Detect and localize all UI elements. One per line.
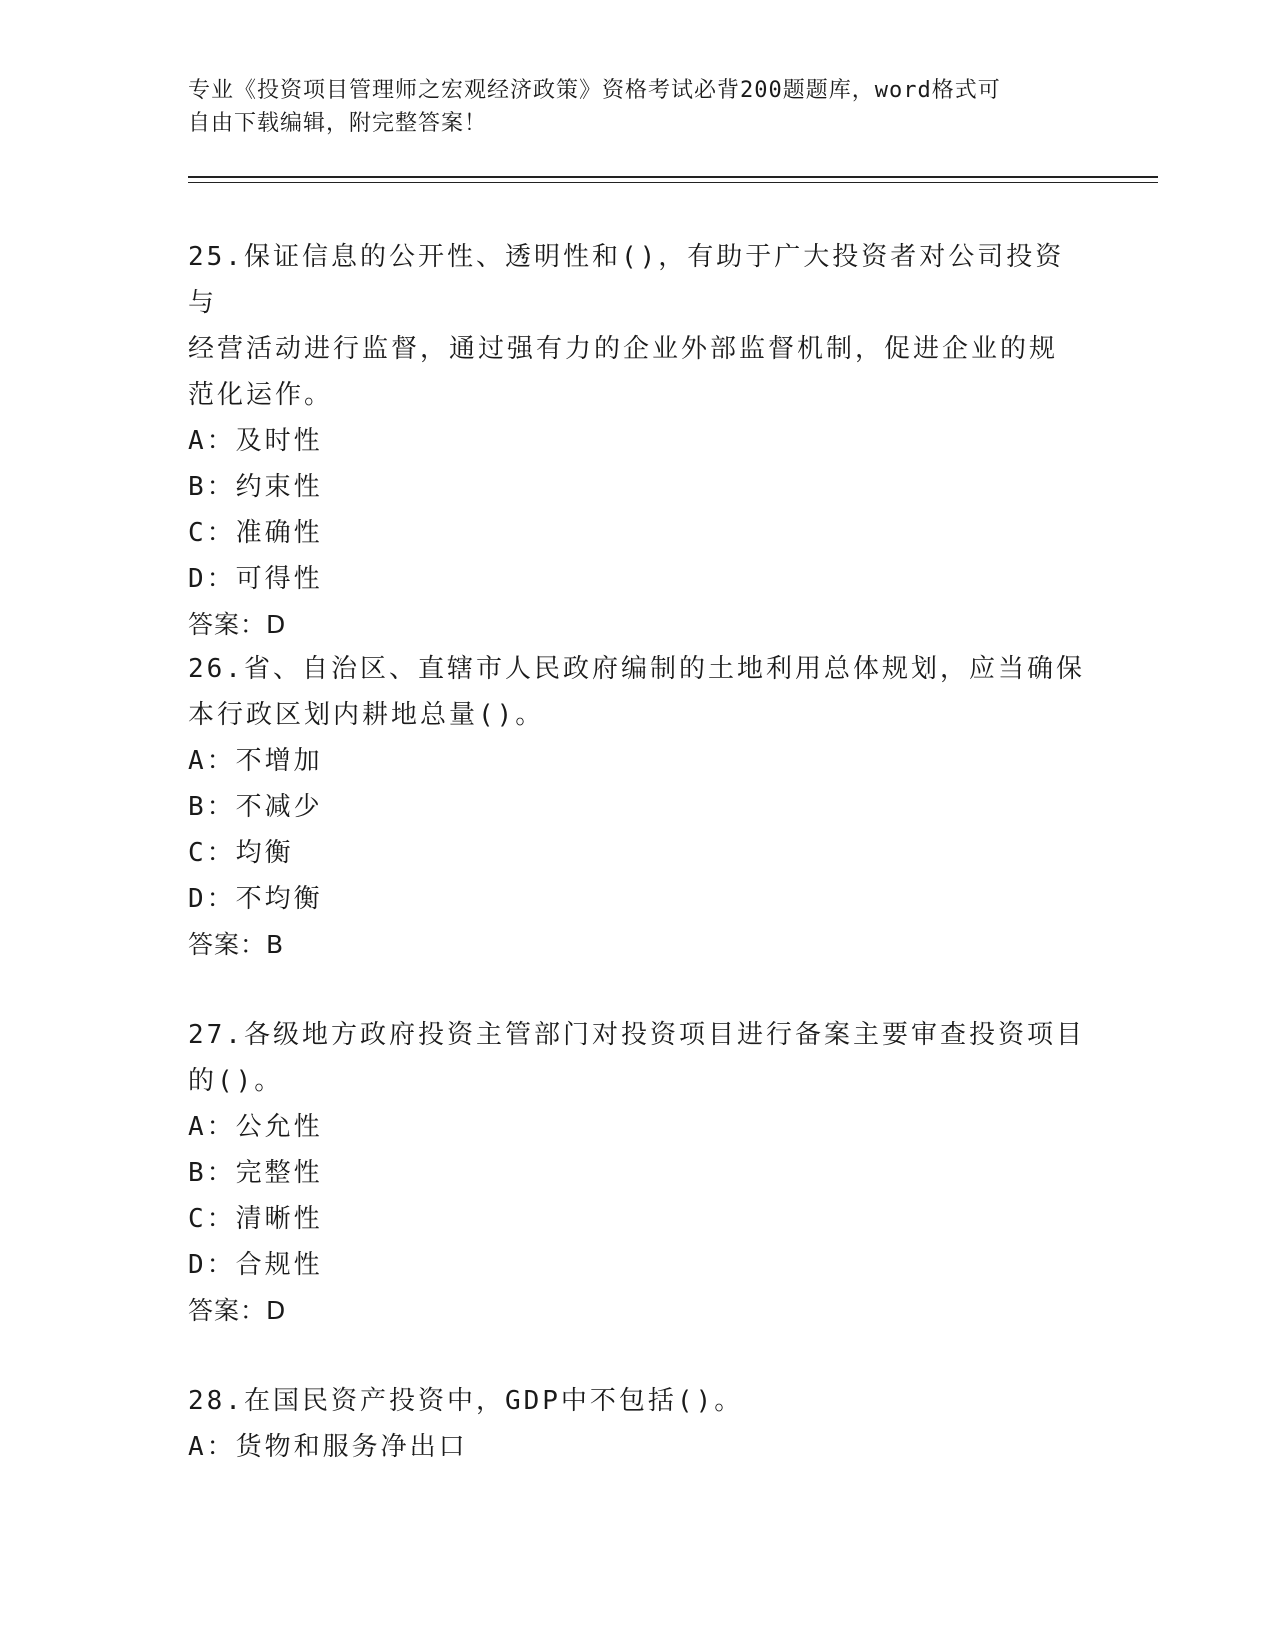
question-stem-line: 26.省、自治区、直辖市人民政府编制的土地利用总体规划，应当确保 — [188, 654, 1085, 684]
question-stem-line: 的()。 — [188, 1066, 284, 1096]
option-b: B：完整性 — [188, 1158, 323, 1188]
answer: 答案：B — [188, 930, 285, 959]
question-stem-line: 25.保证信息的公开性、透明性和()，有助于广大投资者对公司投资与 — [188, 242, 1065, 318]
question-stem-line: 范化运作。 — [188, 380, 334, 410]
header-line-2: 自由下载编辑，附完整答案！ — [188, 111, 488, 136]
option-a: A：货物和服务净出口 — [188, 1432, 468, 1462]
question-26 — [188, 646, 1088, 968]
option-c: C：清晰性 — [188, 1204, 323, 1234]
option-b: B：不减少 — [188, 792, 323, 822]
option-a: A：及时性 — [188, 426, 323, 456]
header-divider-thick — [188, 176, 1158, 178]
header-divider-thin — [188, 182, 1158, 183]
option-b: B：约束性 — [188, 472, 323, 502]
question-27 — [188, 1012, 1088, 1334]
option-a: A：不增加 — [188, 746, 323, 776]
question-stem-line: 28.在国民资产投资中，GDP中不包括()。 — [188, 1386, 744, 1416]
header-line-1: 专业《投资项目管理师之宏观经济政策》资格考试必背200题题库，word格式可 — [188, 78, 1001, 103]
question-stem-line: 经营活动进行监督，通过强有力的企业外部监督机制，促进企业的规 — [188, 334, 1059, 364]
option-a: A：公允性 — [188, 1112, 323, 1142]
document-header — [188, 74, 1088, 140]
option-d: D：可得性 — [188, 564, 323, 594]
question-25 — [188, 234, 1088, 648]
question-stem-line: 27.各级地方政府投资主管部门对投资项目进行备案主要审查投资项目 — [188, 1020, 1085, 1050]
question-28 — [188, 1378, 1088, 1470]
answer: 答案：D — [188, 1296, 287, 1325]
option-d: D：合规性 — [188, 1250, 323, 1280]
option-d: D：不均衡 — [188, 884, 323, 914]
option-c: C：均衡 — [188, 838, 294, 868]
question-stem-line: 本行政区划内耕地总量()。 — [188, 700, 545, 730]
answer: 答案：D — [188, 610, 287, 639]
option-c: C：准确性 — [188, 518, 323, 548]
